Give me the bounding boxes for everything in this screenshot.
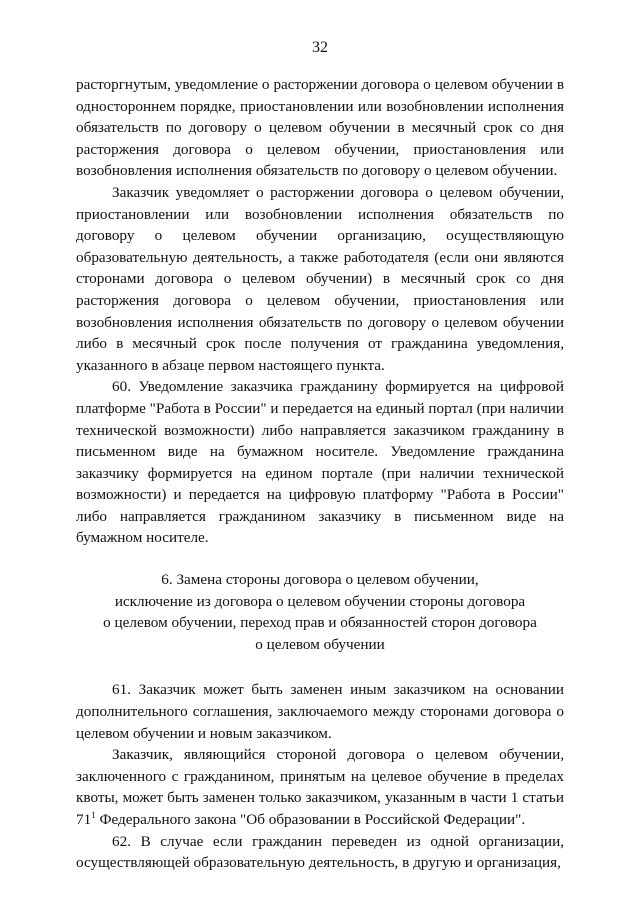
section-heading-6 bbox=[76, 569, 564, 655]
section-heading-line: о целевом обучении bbox=[255, 635, 385, 653]
paragraph-customer-notifies: Заказчик уведомляет о расторжении договора о целевом обучении, приостановлении или возобновлении исполнения обязательств по договору о целевом обучении организацию, осуществляющую образовательную деятельность, а также работодателя (если они являются сторонами договора о целевом обучении) в месячный срок со дня расторжения договора о целевом обучении, приостановления или возобновления исполнения обязательств по договору о целевом обучении либо в месячный срок после получения от гражданина уведомления, указанного в абзаце первом настоящего пункта. bbox=[76, 183, 564, 374]
paragraph-60: 60. Уведомление заказчика гражданину формируется на цифровой платформе "Работа в России" и передается на единый портал (при наличии технической возможности) либо направляется заказчиком гражданину в письменном виде на бумажном носителе. Уведомление гражданина заказчику формируется на едином портале (при наличии технической возможности) и передается на цифровую платформу "Работа в России" либо направляется гражданином заказчику в письменном виде на бумажном носителе. bbox=[76, 378, 564, 547]
paragraph-text: Заказчик, являющийся стороной договора о целевом обучении, заключенного с гражданином, принятым на целевое обучение в пределах квоты, может быть заменен только заказчиком, указанным в части 1 статьи 71 bbox=[76, 746, 564, 828]
document-body bbox=[76, 74, 564, 874]
paragraph-continuation: расторгнутым, уведомление о расторжении договора о целевом обучении в одностороннем порядке, приостановлении или возобновлении исполнения обязательств по договору о целевом обучении в месячный срок со дня расторжения договора о целевом обучении, приостановления или возобновления исполнения обязательств по договору о целевом обучении. bbox=[76, 76, 564, 180]
paragraph-quota-customer bbox=[76, 744, 564, 830]
page-number: 32 bbox=[312, 39, 328, 56]
section-heading-line: 6. Замена стороны договора о целевом обучении, bbox=[161, 571, 479, 589]
paragraph-61: 61. Заказчик может быть заменен иным заказчиком на основании дополнительного соглашения, заключаемого между сторонами договора о целевом обучении и новым заказчиком. bbox=[76, 681, 564, 742]
section-heading-line: о целевом обучении, переход прав и обязанностей сторон договора bbox=[103, 614, 537, 632]
paragraph-text: Федерального закона "Об образовании в Российской Федерации". bbox=[95, 811, 526, 828]
section-heading-line: исключение из договора о целевом обучении стороны договора bbox=[114, 592, 526, 610]
paragraph-62: 62. В случае если гражданин переведен из одной организации, осуществляющей образовательную деятельность, в другую и организация, bbox=[76, 832, 564, 872]
article-superscript: 1 bbox=[91, 810, 96, 820]
